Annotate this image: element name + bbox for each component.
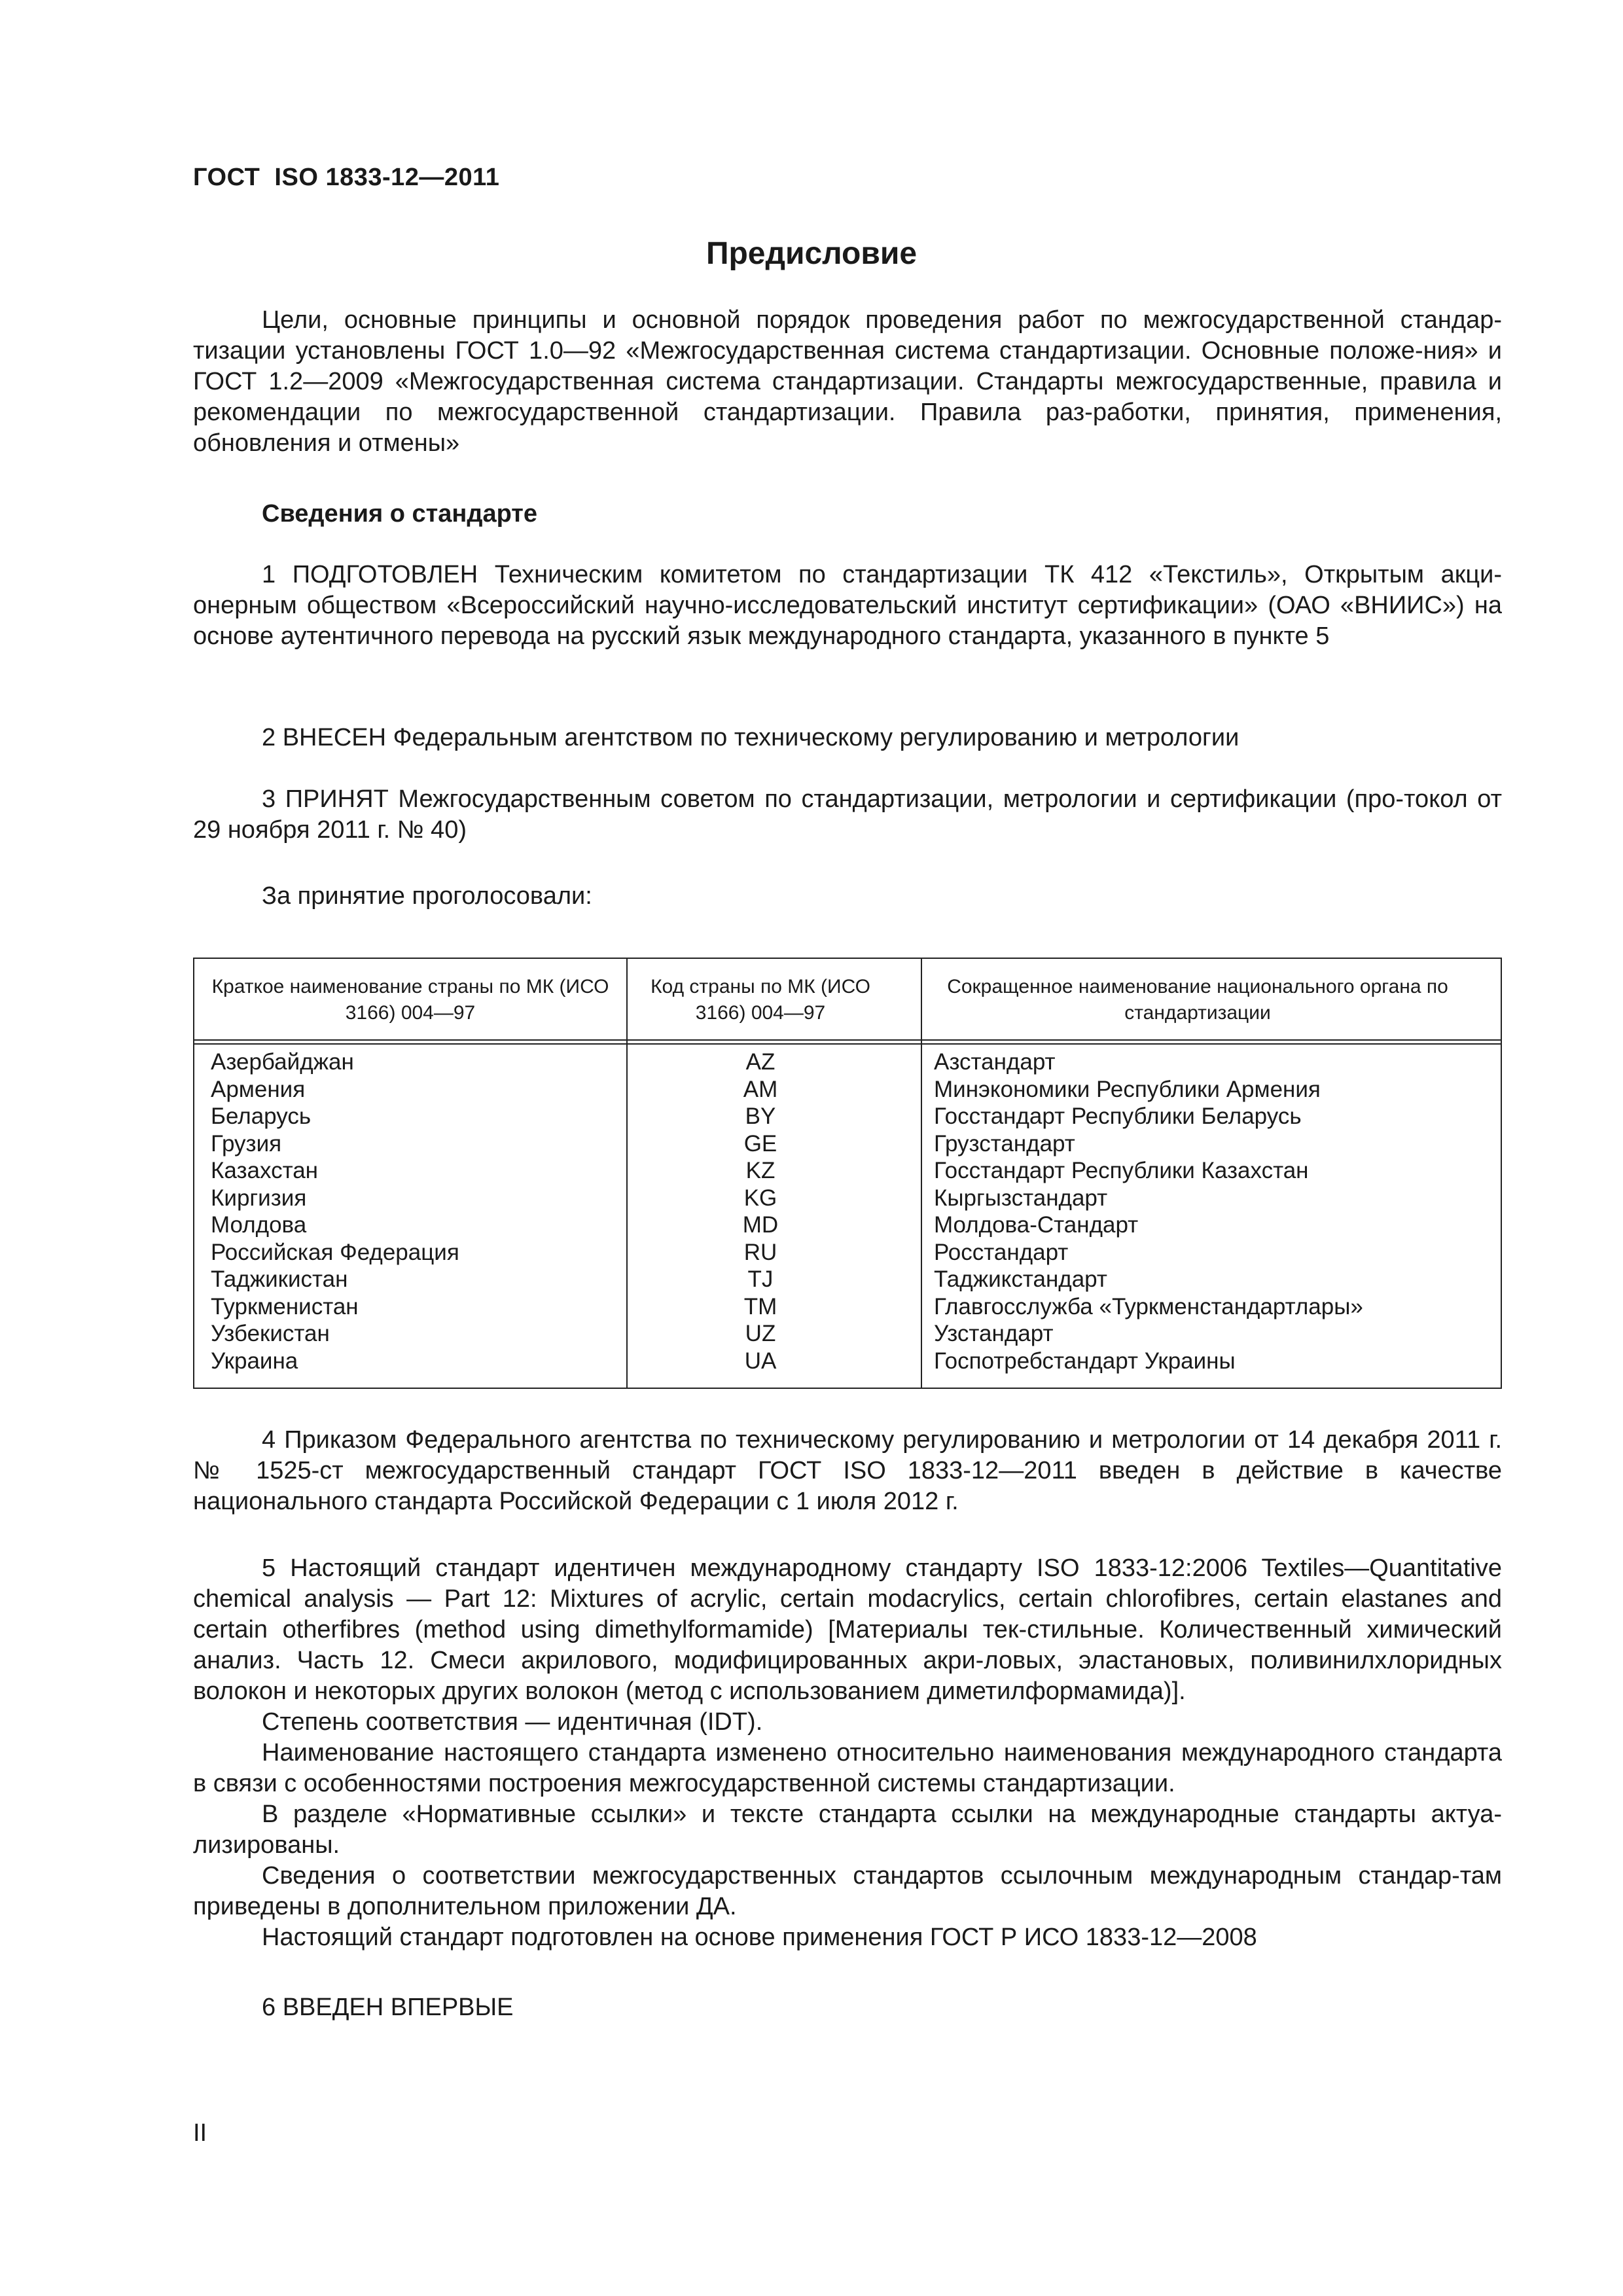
table-row [194, 1049, 1501, 1076]
cell-national-body: Минэкономики Республики Армения [934, 1076, 1321, 1102]
item1-text: Техническим комитетом по стандартизации ТК 412 «Текстиль», Открытым акци-онерным обществом «Всероссийский научно-исследовательский институт сертификации» (ОАО «ВНИИС») на основе аутентичного перевода на русский язык международного стандарта, указанного в пункте 5 [193, 561, 1502, 650]
item6-line: 6 ВВЕДЕН ВПЕРВЫЕ [262, 1994, 514, 2021]
item1-lead: 1 ПОДГОТОВЛЕН [262, 561, 478, 588]
cell-country: Узбекистан [211, 1321, 330, 1346]
table-row [194, 1130, 1501, 1158]
voting-table-header [194, 959, 1501, 1041]
header-code: Код страны по МК (ИСО 3166) 004—97 [651, 975, 870, 1024]
voting-table-body [194, 1049, 1501, 1374]
cell-code: TM [743, 1293, 777, 1319]
cell-country: Таджикистан [211, 1266, 348, 1292]
cell-national-body: Грузстандарт [934, 1130, 1075, 1157]
cell-country: Армения [211, 1076, 306, 1102]
item3-block [193, 784, 1502, 846]
table-row [194, 1320, 1501, 1348]
page-number: II [193, 2119, 207, 2147]
cell-national-body: Росстандарт [934, 1239, 1069, 1265]
table-row [194, 1348, 1501, 1375]
cell-national-body: Молдова-Стандарт [934, 1212, 1139, 1238]
item4-block [193, 1425, 1502, 1517]
cell-code: KG [743, 1185, 777, 1211]
cell-code: MD [742, 1212, 779, 1238]
page-title: Предисловие [705, 236, 918, 271]
table-row [194, 1293, 1501, 1321]
table-row [194, 1103, 1501, 1130]
cell-country: Туркменистан [211, 1293, 359, 1319]
voting-table [193, 958, 1502, 1389]
cell-national-body: Таджикстандарт [934, 1266, 1107, 1292]
cell-national-body: Азстандарт [934, 1049, 1056, 1075]
item2-text: Федеральным агентством по техническому регулированию и метрологии [386, 724, 1240, 751]
cell-code: AZ [745, 1049, 776, 1075]
cell-code: RU [743, 1239, 777, 1265]
cell-national-body: Госпотребстандарт Украины [934, 1348, 1236, 1374]
item2-line [262, 723, 1239, 753]
item5-annex-note: Сведения о соответствии межгосударственных стандартов ссылочным международным стандар-там приведены в дополнительном приложении ДА. [193, 1862, 1502, 1920]
table-row [194, 1239, 1501, 1266]
cell-country: Беларусь [211, 1103, 312, 1129]
cell-country: Азербайджан [211, 1049, 354, 1075]
item3-lead: 3 ПРИНЯТ [262, 785, 389, 813]
cell-code: BY [745, 1103, 776, 1129]
intro-paragraph-block [193, 305, 1502, 459]
item5-main: 5 Настоящий стандарт идентичен международному стандарту ISO 1833-12:2006 Textiles—Quantitative chemical analysis — Part 12: Mixtures of acrylic, certain modacrylics, certain chlorofibres, certain elastanes and certain otherfibres (method using dimethylformamide) [Материалы тек-стильные. Количественный химический анализ. Часть 12. Смеси акрилового, модифицированных акри-ловых, эластановых, поливинилхлоридных волокон и некоторых других волокон (метод с использованием диметилформамида)]. [193, 1554, 1502, 1705]
cell-code: KZ [745, 1158, 776, 1183]
item1-paragraph [193, 560, 1502, 652]
cell-country: Казахстан [211, 1158, 319, 1183]
cell-country: Российская Федерация [211, 1239, 459, 1265]
table-row [194, 1211, 1501, 1239]
header-country: Краткое наименование страны по МК (ИСО 3166) 004—97 [211, 975, 609, 1024]
voted-label: За принятие проголосовали: [262, 882, 592, 910]
item5-degree: Степень соответствия — идентичная (IDT). [262, 1708, 763, 1736]
table-row [194, 1185, 1501, 1212]
header-national-body: Сокращенное наименование национального органа по стандартизации [947, 975, 1448, 1024]
cell-national-body: Кыргызстандарт [934, 1185, 1108, 1211]
standard-code-header: ГОСТ ISO 1833-12—2011 [193, 164, 500, 191]
cell-national-body: Госстандарт Республики Казахстан [934, 1158, 1309, 1183]
item4-paragraph: 4 Приказом Федерального агентства по техническому регулированию и метрологии от 14 декабря 2011 г. № 1525-ст межгосударственный стандарт ГОСТ ISO 1833-12—2011 введен в действие в качестве национального стандарта Российской Федерации с 1 июля 2012 г. [193, 1426, 1502, 1515]
section-heading: Сведения о стандарте [262, 500, 538, 528]
cell-national-body: Узстандарт [934, 1321, 1054, 1346]
cell-country: Молдова [211, 1212, 307, 1238]
cell-country: Грузия [211, 1130, 282, 1157]
item5-refs-note: В разделе «Нормативные ссылки» и тексте стандарта ссылки на международные стандарты актуа-лизированы. [193, 1801, 1502, 1859]
cell-code: UA [744, 1348, 777, 1374]
cell-country: Украина [211, 1348, 298, 1374]
item5-block [193, 1553, 1502, 1953]
cell-code: GE [743, 1130, 777, 1157]
cell-code: UZ [745, 1321, 776, 1346]
cell-code: AM [743, 1076, 778, 1102]
item3-text: Межгосударственным советом по стандартизации, метрологии и сертификации (про-токол от 29 ноября 2011 г. № 40) [193, 785, 1502, 844]
intro-paragraph: Цели, основные принципы и основной порядок проведения работ по межгосударственной стандар-тизации установлены ГОСТ 1.0—92 «Межгосударственная система стандартизации. Основные положе-ния» и ГОСТ 1.2—2009 «Межгосударственная система стандартизации. Стандарты межгосударственные, правила и рекомендации по межгосударственной стандартизации. Правила раз-работки, принятия, применения, обновления и отмены» [193, 306, 1502, 457]
item5-name-note: Наименование настоящего стандарта изменено относительно наименования международного стандарта в связи с особенностями построения межгосударственной системы стандартизации. [193, 1739, 1502, 1797]
cell-country: Киргизия [211, 1185, 307, 1211]
item5-basis-note: Настоящий стандарт подготовлен на основе применения ГОСТ Р ИСО 1833-12—2008 [262, 1924, 1257, 1951]
cell-national-body: Госстандарт Республики Беларусь [934, 1103, 1302, 1129]
table-row [194, 1157, 1501, 1185]
table-row [194, 1076, 1501, 1103]
table-row [194, 1266, 1501, 1293]
item3-paragraph [193, 784, 1502, 846]
cell-code: TJ [747, 1266, 774, 1292]
item2-lead: 2 ВНЕСЕН [262, 724, 387, 751]
item1-block [193, 560, 1502, 652]
cell-national-body: Главгосслужба «Туркменстандартлары» [934, 1293, 1363, 1319]
